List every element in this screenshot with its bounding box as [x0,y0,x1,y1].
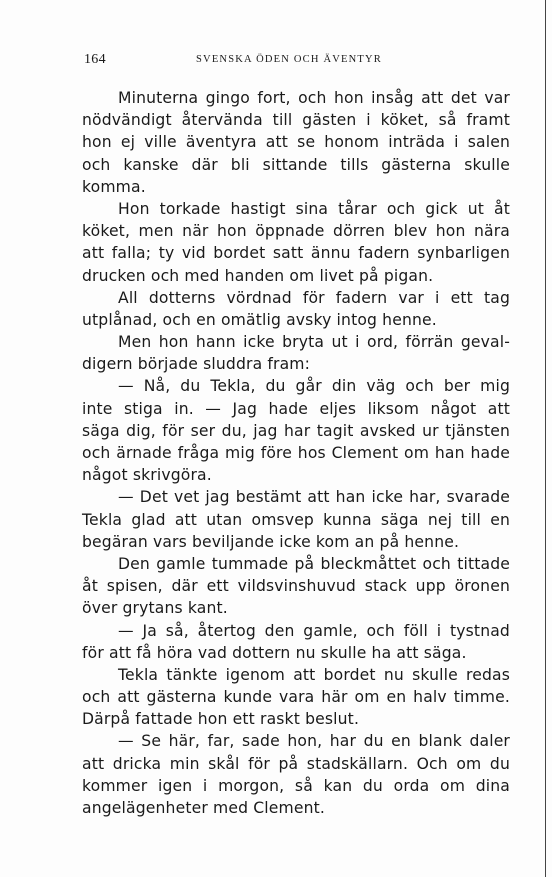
text-line: drucken och med handen om livet på pigan. [82,266,434,285]
text-line: nödvändigt återvända till gästen i köket, så framt [82,111,510,130]
text-line: Tekla glad att utan omsvep kunna säga nej till en [82,510,510,529]
page-edge-divider [545,0,546,877]
text-line: åt spisen, där ett vildsvinshuvud stack upp öronen [82,577,510,596]
text-line: digern började sluddra fram: [82,355,311,374]
text-line: något skrivgöra. [82,466,212,485]
text-line: — Det vet jag bestämt att han icke har, svarade [118,488,510,507]
text-line: — Nå, du Tekla, du går din väg och ber mig [118,377,510,396]
text-line: Därpå fattade hon ett raskt beslut. [82,710,360,729]
text-line: säga dig, för ser du, jag har tagit avsked ur tjänsten [82,421,510,440]
running-header [80,52,510,68]
text-line: för att få höra vad dottern nu skulle ha att säga. [82,643,467,662]
text-line: Men hon hann icke bryta ut i ord, förrän geval- [118,333,510,352]
text-line: att dricka min skål för på stadskällarn. Och om du [82,754,510,773]
text-line: köket, men när hon öppnade dörren blev hon nära [82,222,510,241]
text-line: Tekla tänkte igenom att bordet nu skulle redas [118,665,510,684]
text-line: All dotterns vördnad för fadern var i ett tag [118,288,510,307]
text-line: och kanske där bli sittande tills gästerna skulle [82,155,510,174]
text-line: Minuterna gingo fort, och hon insåg att det var [118,89,510,107]
text-line: utplånad, och en omätlig avsky intog henne. [82,310,437,329]
text-line: — Ja så, återtog den gamle, och föll i tystnad [118,621,510,640]
text-line: — Se här, far, sade hon, har du en blank daler [118,732,510,751]
text-line: över grytans kant. [82,599,228,618]
text-line: Hon torkade hastigt sina tårar och gick ut åt [118,199,510,218]
running-title: SVENSKA ÖDEN OCH ÄVENTYR [196,54,383,65]
text-line: Den gamle tummade på bleckmåttet och tittade [118,554,510,573]
text-line: begäran vars beviljande icke kom an på henne. [82,532,460,551]
text-line: angelägenheter med Clement. [82,799,325,817]
body-text [82,87,510,819]
text-line: hon ej ville äventyra att se honom inträda i salen [82,133,510,152]
text-line: och ärnade fråga mig före hos Clement om han hade [82,444,510,462]
text-line: kommer igen i morgon, så kan du orda om dina [82,776,510,795]
page-number: 164 [84,52,106,67]
text-line: inte stiga in. — Jag hade eljes liksom något att [82,399,510,418]
text-line: komma. [82,177,146,196]
text-line: att falla; ty vid bordet satt ännu fadern synbarligen [82,244,510,263]
text-line: och att gästerna kunde vara här om en halv timme. [82,688,510,707]
